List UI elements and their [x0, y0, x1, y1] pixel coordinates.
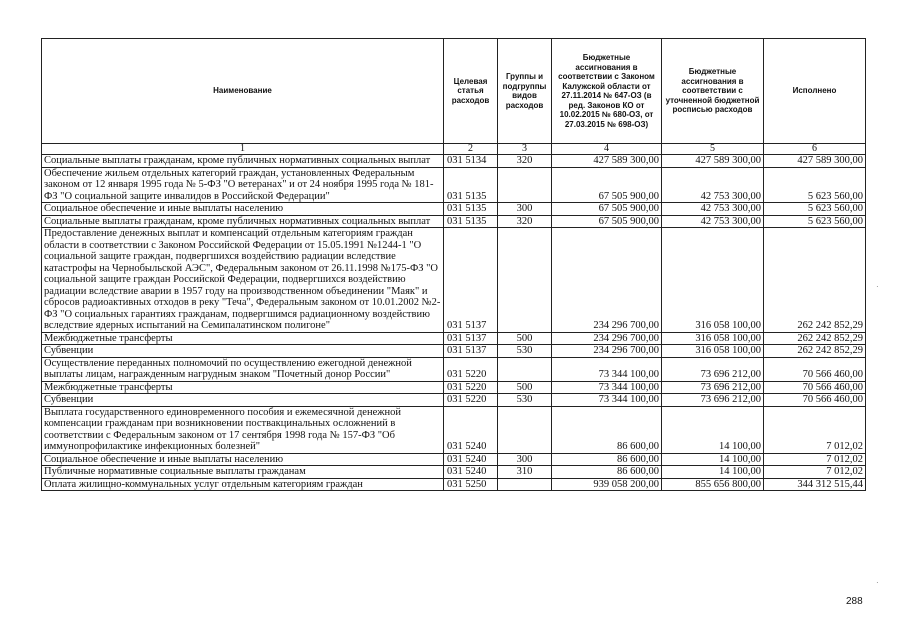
budget-table — [41, 38, 866, 491]
row-law-allocation: 67 505 900,00 — [552, 167, 662, 203]
column-number: 3 — [498, 144, 552, 155]
row-expense-group — [498, 167, 552, 203]
table-row — [42, 453, 866, 466]
header-revised-allocation: Бюджетные ассигнования в соответствии с уточненной бюджетной росписью расходов — [662, 39, 764, 144]
row-revised-allocation: 73 696 212,00 — [662, 381, 764, 394]
table-row — [42, 394, 866, 407]
row-executed: 427 589 300,00 — [764, 155, 866, 168]
row-executed: 70 566 460,00 — [764, 394, 866, 407]
row-executed: 5 623 560,00 — [764, 167, 866, 203]
row-law-allocation: 939 058 200,00 — [552, 478, 662, 491]
row-target-article: 031 5134 — [444, 155, 498, 168]
row-expense-group: 530 — [498, 394, 552, 407]
row-expense-group: 530 — [498, 345, 552, 358]
row-law-allocation: 427 589 300,00 — [552, 155, 662, 168]
row-name: Межбюджетные трансферты — [42, 381, 444, 394]
row-expense-group: 500 — [498, 381, 552, 394]
scan-artifact-mark: · — [876, 282, 879, 291]
row-revised-allocation: 316 058 100,00 — [662, 228, 764, 333]
row-revised-allocation: 316 058 100,00 — [662, 332, 764, 345]
column-number: 5 — [662, 144, 764, 155]
table-row — [42, 406, 866, 453]
row-law-allocation: 234 296 700,00 — [552, 345, 662, 358]
row-target-article: 031 5135 — [444, 167, 498, 203]
table-row — [42, 155, 866, 168]
row-law-allocation: 67 505 900,00 — [552, 203, 662, 216]
row-target-article: 031 5137 — [444, 228, 498, 333]
row-executed: 7 012,02 — [764, 453, 866, 466]
table-row — [42, 332, 866, 345]
row-executed: 70 566 460,00 — [764, 357, 866, 381]
row-revised-allocation: 42 753 300,00 — [662, 167, 764, 203]
row-law-allocation: 86 600,00 — [552, 406, 662, 453]
table-row — [42, 357, 866, 381]
column-number: 6 — [764, 144, 866, 155]
row-executed: 262 242 852,29 — [764, 332, 866, 345]
column-number: 2 — [444, 144, 498, 155]
row-expense-group: 300 — [498, 453, 552, 466]
row-executed: 7 012,02 — [764, 406, 866, 453]
header-executed: Исполнено — [764, 39, 866, 144]
row-target-article: 031 5240 — [444, 406, 498, 453]
row-revised-allocation: 73 696 212,00 — [662, 357, 764, 381]
header-name: Наименование — [42, 39, 444, 144]
row-revised-allocation: 42 753 300,00 — [662, 215, 764, 228]
row-expense-group: 310 — [498, 466, 552, 479]
row-name: Межбюджетные трансферты — [42, 332, 444, 345]
row-expense-group: 300 — [498, 203, 552, 216]
table-row — [42, 228, 866, 333]
row-executed: 7 012,02 — [764, 466, 866, 479]
row-expense-group — [498, 478, 552, 491]
row-name: Социальное обеспечение и иные выплаты населению — [42, 203, 444, 216]
table-row — [42, 215, 866, 228]
row-name: Оплата жилищно-коммунальных услуг отдельным категориям граждан — [42, 478, 444, 491]
row-target-article: 031 5220 — [444, 381, 498, 394]
row-target-article: 031 5240 — [444, 453, 498, 466]
row-expense-group: 320 — [498, 215, 552, 228]
row-executed: 262 242 852,29 — [764, 228, 866, 333]
row-revised-allocation: 42 753 300,00 — [662, 203, 764, 216]
row-revised-allocation: 855 656 800,00 — [662, 478, 764, 491]
row-name: Социальные выплаты гражданам, кроме публичных нормативных социальных выплат — [42, 155, 444, 168]
row-law-allocation: 73 344 100,00 — [552, 381, 662, 394]
row-target-article: 031 5135 — [444, 203, 498, 216]
row-law-allocation: 73 344 100,00 — [552, 394, 662, 407]
column-number-row — [42, 144, 866, 155]
row-target-article: 031 5250 — [444, 478, 498, 491]
row-law-allocation: 73 344 100,00 — [552, 357, 662, 381]
row-law-allocation: 86 600,00 — [552, 466, 662, 479]
page-number: 288 — [846, 596, 863, 607]
row-target-article: 031 5137 — [444, 332, 498, 345]
row-revised-allocation: 427 589 300,00 — [662, 155, 764, 168]
row-expense-group: 320 — [498, 155, 552, 168]
row-name: Субвенции — [42, 394, 444, 407]
row-expense-group: 500 — [498, 332, 552, 345]
row-target-article: 031 5240 — [444, 466, 498, 479]
table-row — [42, 345, 866, 358]
table-row — [42, 203, 866, 216]
row-law-allocation: 86 600,00 — [552, 453, 662, 466]
row-executed: 5 623 560,00 — [764, 203, 866, 216]
table-header-row — [42, 39, 866, 144]
row-name: Социальные выплаты гражданам, кроме публичных нормативных социальных выплат — [42, 215, 444, 228]
table-body — [42, 155, 866, 491]
row-expense-group — [498, 228, 552, 333]
table-row — [42, 167, 866, 203]
row-target-article: 031 5220 — [444, 357, 498, 381]
row-name: Социальное обеспечение и иные выплаты населению — [42, 453, 444, 466]
header-law-allocation: Бюджетные ассигнования в соответствии с Законом Калужской области от 27.11.2014 № 647-ОЗ (в ред. Законов КО от 10.02.2015 № 680-ОЗ, от 27.03.2015 № 698-ОЗ) — [552, 39, 662, 144]
table-row — [42, 381, 866, 394]
row-revised-allocation: 14 100,00 — [662, 466, 764, 479]
header-target-article: Целевая статья расходов — [444, 39, 498, 144]
row-executed: 262 242 852,29 — [764, 345, 866, 358]
table-row — [42, 466, 866, 479]
row-name: Предоставление денежных выплат и компенсаций отдельным категориям граждан области в соответствии с Законом Российской Федерации от 15.05.1991 №1244-1 "О социальной защите граждан, подвергшихся воздействию радиации вследствие катастрофы на Чернобыльской АЭС", Федеральным законом от 26.11.1998 №175-ФЗ "О социальной защите граждан Российской Федерации, подвергшихся воздействию радиации вследствие аварии в 1957 году на производственном объединении "Маяк" и сбросов радиоактивных отходов в реку "Теча", Федеральным законом от 10.01.2002 №2-ФЗ "О социальных гарантиях гражданам, подвергшимся радиационному воздействию вследствие ядерных испытаний на Семипалатинском полигоне" — [42, 228, 444, 333]
table-row — [42, 478, 866, 491]
column-number: 1 — [42, 144, 444, 155]
budget-table-container — [41, 38, 865, 491]
row-executed: 344 312 515,44 — [764, 478, 866, 491]
column-number: 4 — [552, 144, 662, 155]
row-executed: 70 566 460,00 — [764, 381, 866, 394]
row-expense-group — [498, 406, 552, 453]
row-name: Осуществление переданных полномочий по осуществлению ежегодной денежной выплаты лицам, награжденным нагрудным знаком "Почетный донор России" — [42, 357, 444, 381]
row-revised-allocation: 14 100,00 — [662, 406, 764, 453]
row-target-article: 031 5135 — [444, 215, 498, 228]
row-name: Субвенции — [42, 345, 444, 358]
row-revised-allocation: 316 058 100,00 — [662, 345, 764, 358]
scan-artifact-mark: · — [876, 578, 879, 587]
row-law-allocation: 67 505 900,00 — [552, 215, 662, 228]
row-target-article: 031 5220 — [444, 394, 498, 407]
row-name: Обеспечение жильем отдельных категорий граждан, установленных Федеральным законом от 12 января 1995 года № 5-ФЗ "О ветеранах" и от 24 ноября 1995 года № 181-ФЗ "О социальной защите инвалидов в Российской Федерации" — [42, 167, 444, 203]
row-executed: 5 623 560,00 — [764, 215, 866, 228]
row-name: Публичные нормативные социальные выплаты гражданам — [42, 466, 444, 479]
row-revised-allocation: 73 696 212,00 — [662, 394, 764, 407]
row-revised-allocation: 14 100,00 — [662, 453, 764, 466]
row-law-allocation: 234 296 700,00 — [552, 332, 662, 345]
row-law-allocation: 234 296 700,00 — [552, 228, 662, 333]
row-expense-group — [498, 357, 552, 381]
row-target-article: 031 5137 — [444, 345, 498, 358]
row-name: Выплата государственного единовременного пособия и ежемесячной денежной компенсации гражданам при возникновении поствакцинальных осложнений в соответствии с Федеральным законом от 17 сентября 1998 года № 157-ФЗ "Об иммунопрофилактике инфекционных болезней" — [42, 406, 444, 453]
header-expense-group: Группы и подгруппы видов расходов — [498, 39, 552, 144]
